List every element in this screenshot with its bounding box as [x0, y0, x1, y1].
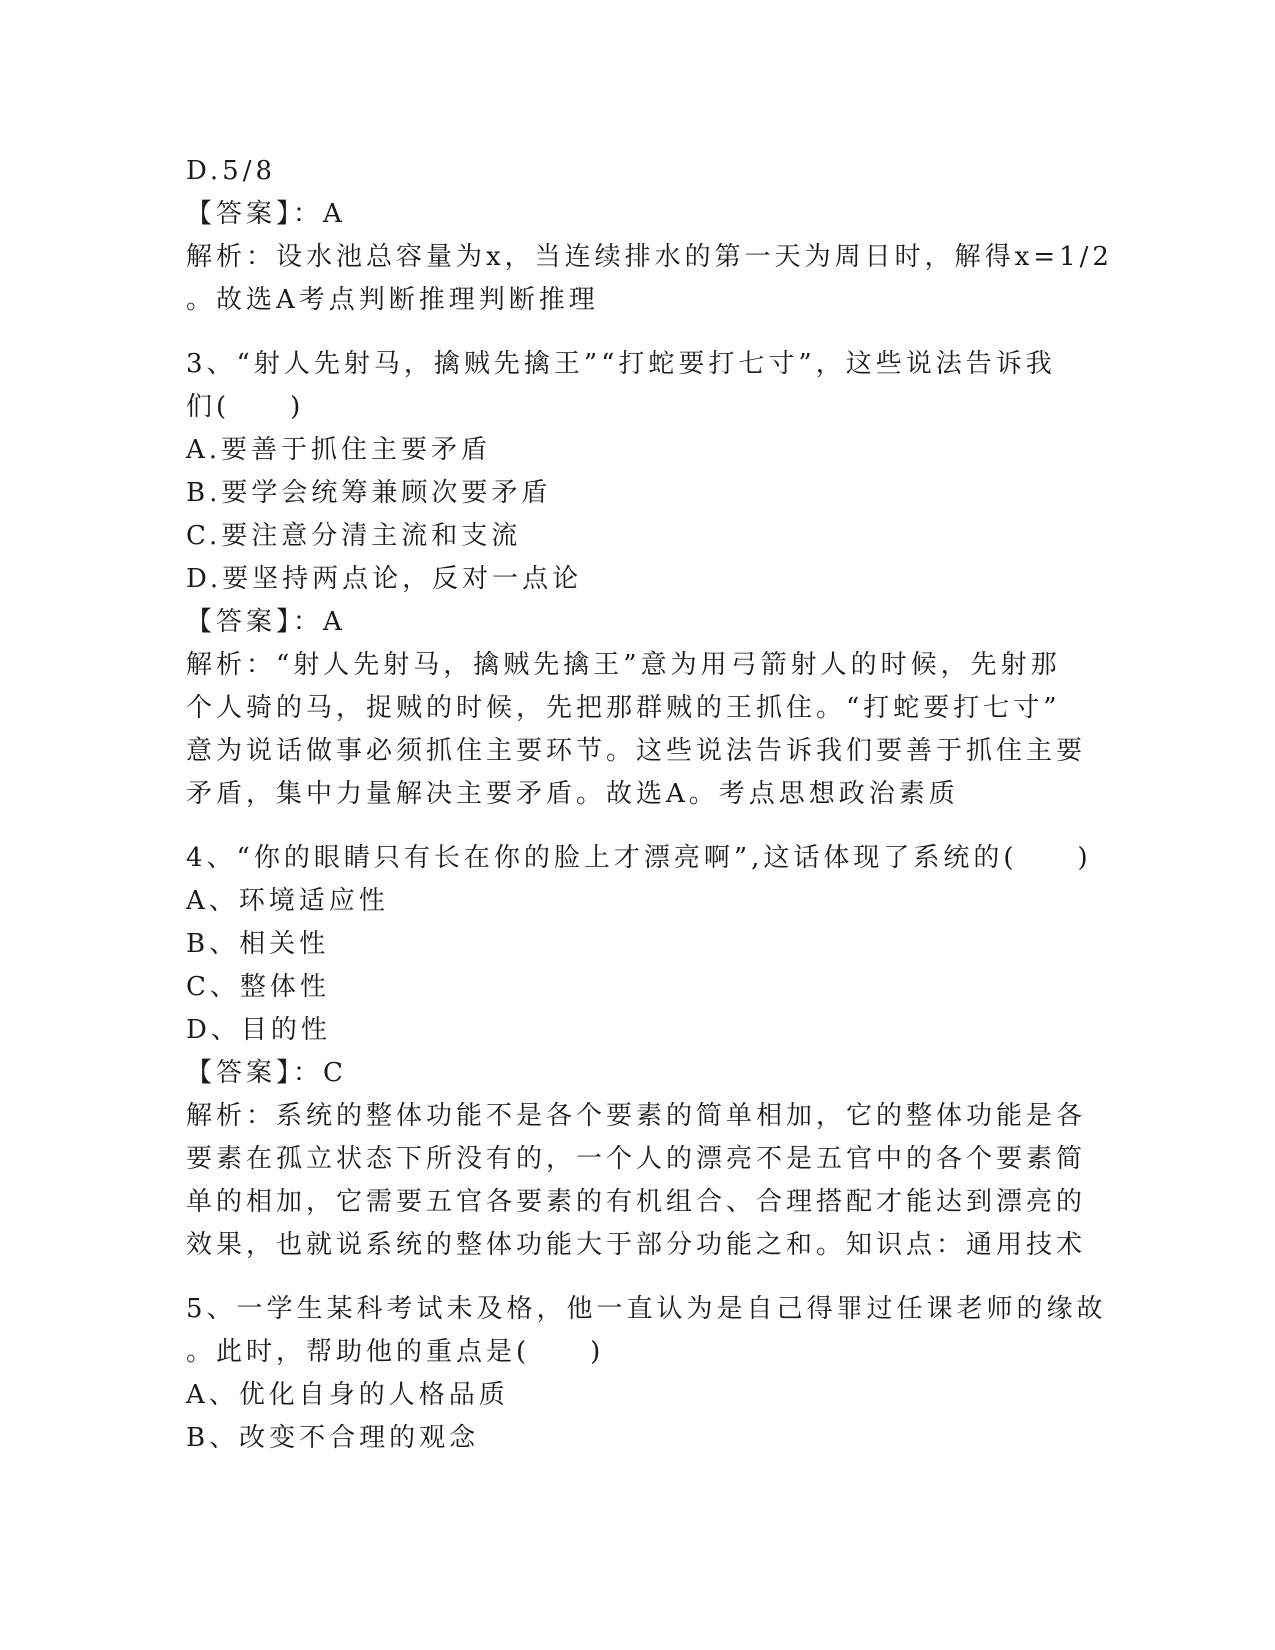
q3-analysis-line: 解析：“射人先射马，擒贼先擒王”意为用弓箭射人的时候，先射那	[186, 650, 1061, 680]
q4-option-a: A、环境适应性	[186, 886, 389, 916]
q3-stem-line: 们( )	[186, 392, 305, 422]
q3-option-b: B.要学会统筹兼顾次要矛盾	[186, 478, 552, 508]
q2-analysis-line: 解析：设水池总容量为x，当连续排水的第一天为周日时，解得x=1/2	[186, 242, 1113, 272]
q3-analysis-line: 个人骑的马，捉贼的时候，先把那群贼的王抓住。“打蛇要打七寸”	[186, 693, 1061, 723]
q4-option-c: C、整体性	[186, 972, 330, 1002]
q3-stem-line: 3、“射人先射马，擒贼先擒王”“打蛇要打七寸”，这些说法告诉我	[186, 349, 1056, 379]
q2-option-d: D.5/8	[186, 156, 277, 186]
q4-analysis-line: 要素在孤立状态下所没有的，一个人的漂亮不是五官中的各个要素简	[186, 1144, 1087, 1174]
q5-stem-line: 。此时，帮助他的重点是( )	[186, 1337, 605, 1367]
q3-answer: 【答案】：A	[186, 607, 346, 637]
q2-answer: 【答案】：A	[186, 199, 346, 229]
q4-option-d: D、目的性	[186, 1015, 331, 1045]
q4-answer: 【答案】：C	[186, 1058, 347, 1088]
exam-page	[186, 150, 1113, 1460]
q3-analysis-line: 意为说话做事必须抓住主要环节。这些说法告诉我们要善于抓住主要	[186, 736, 1087, 766]
q3-analysis-line: 矛盾，集中力量解决主要矛盾。故选A。考点思想政治素质	[186, 779, 959, 809]
q4-option-b: B、相关性	[186, 929, 330, 959]
q5-option-b: B、改变不合理的观念	[186, 1423, 480, 1453]
q5-stem-line: 5、一学生某科考试未及格，他一直认为是自己得罪过任课老师的缘故	[186, 1294, 1107, 1324]
q2-analysis-line: 。故选A考点判断推理判断推理	[186, 285, 599, 315]
q3-option-c: C.要注意分清主流和支流	[186, 521, 522, 551]
q3-option-d: D.要坚持两点论，反对一点论	[186, 564, 583, 594]
q4-analysis-line: 解析：系统的整体功能不是各个要素的简单相加，它的整体功能是各	[186, 1101, 1087, 1131]
q3-option-a: A.要善于抓住主要矛盾	[186, 435, 492, 465]
q4-stem-line: 4、“你的眼睛只有长在你的脸上才漂亮啊”,这话体现了系统的( )	[186, 843, 1092, 873]
q5-option-a: A、优化自身的人格品质	[186, 1380, 509, 1410]
q4-analysis-line: 效果，也就说系统的整体功能大于部分功能之和。知识点：通用技术	[186, 1230, 1087, 1260]
q4-analysis-line: 单的相加，它需要五官各要素的有机组合、合理搭配才能达到漂亮的	[186, 1187, 1087, 1217]
